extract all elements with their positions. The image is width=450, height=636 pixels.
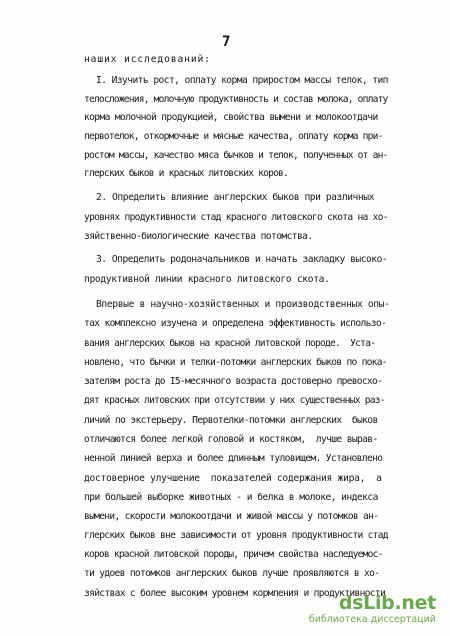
text-line: ростом массы, качество мяса бычков и телок, полученных от ан- (84, 150, 388, 161)
text-line: Впервые в научно-хозяйственных и производственных опы- (96, 299, 390, 310)
text-line: зателям роста до I5-месячного возраста достоверно превосхо- (84, 376, 383, 387)
text-line: ненной линией верха и более длинным туловищем. Установлено (84, 453, 383, 464)
text-line: зяйствах с более высоким уровнем кормления и продуктивности (84, 588, 386, 599)
text-line: 3. Определить родоначальников и начать закладку высоко- (96, 254, 388, 265)
text-line: первотелок, откормочные и мясные качества, оплату корма при- (84, 131, 383, 142)
text-line: личий по экстерьеру. Первотелки-потомки англерских быков (84, 415, 378, 426)
text-line: вания англерских быков на красной литовской породе. Уста- (84, 338, 376, 349)
text-line: дят красных литовских при отсутствии у них существенных раз- (84, 395, 385, 406)
text-line: новлено, что бычки и телки-потомки англерских быков по пока- (84, 357, 387, 368)
text-line: глерских быков и красных литовских коров. (84, 168, 289, 179)
text-line: ти удоев потомков англерских быков лучше проявляются в хо- (84, 568, 380, 579)
text-line: продуктивной линии красного литовского скота. (84, 274, 330, 285)
text-line: достоверное улучшение показателей содержания жира, а (84, 473, 382, 484)
text-line: I. Изучить рост, оплату корма приростом массы телок, тип (96, 75, 388, 86)
text-line: отличаются более легкой головой и костяком, лучше вырав- (84, 434, 378, 445)
text-line: зяйственно-биологические качества потомства. (84, 231, 313, 242)
text-line: коров красной литовской породы, причем свойства наследуемос- (84, 549, 383, 560)
watermark-caption: библиотека диссертаций (308, 614, 436, 625)
text-line: корма молочной продукцией, свойства вымени и молокоотдачи (84, 112, 378, 123)
watermark (308, 592, 436, 626)
text-line: наших исследований: (84, 54, 211, 65)
text-line: уровнях продуктивности стад красного литовского скота на хо- (84, 212, 388, 223)
text-line: при большей выборке животных - и белка в молоке, индекса (84, 492, 378, 503)
text-line: тах комплексно изучена и определена эффективность использо- (84, 318, 387, 329)
text-line: телосложения, молочную продуктивность и состав молока, оплату (84, 94, 388, 105)
text-line: 2. Определить влияние англерских быков при различных (96, 192, 374, 203)
watermark-logo: dsLib.net (338, 592, 436, 614)
text-line: вымени, скорости молокоотдачи и живой массы у потомков ан- (84, 511, 379, 522)
page-number: 7 (222, 34, 231, 50)
text-line: глерских быков вне зависимости от уровня продуктивности стад (84, 530, 388, 541)
